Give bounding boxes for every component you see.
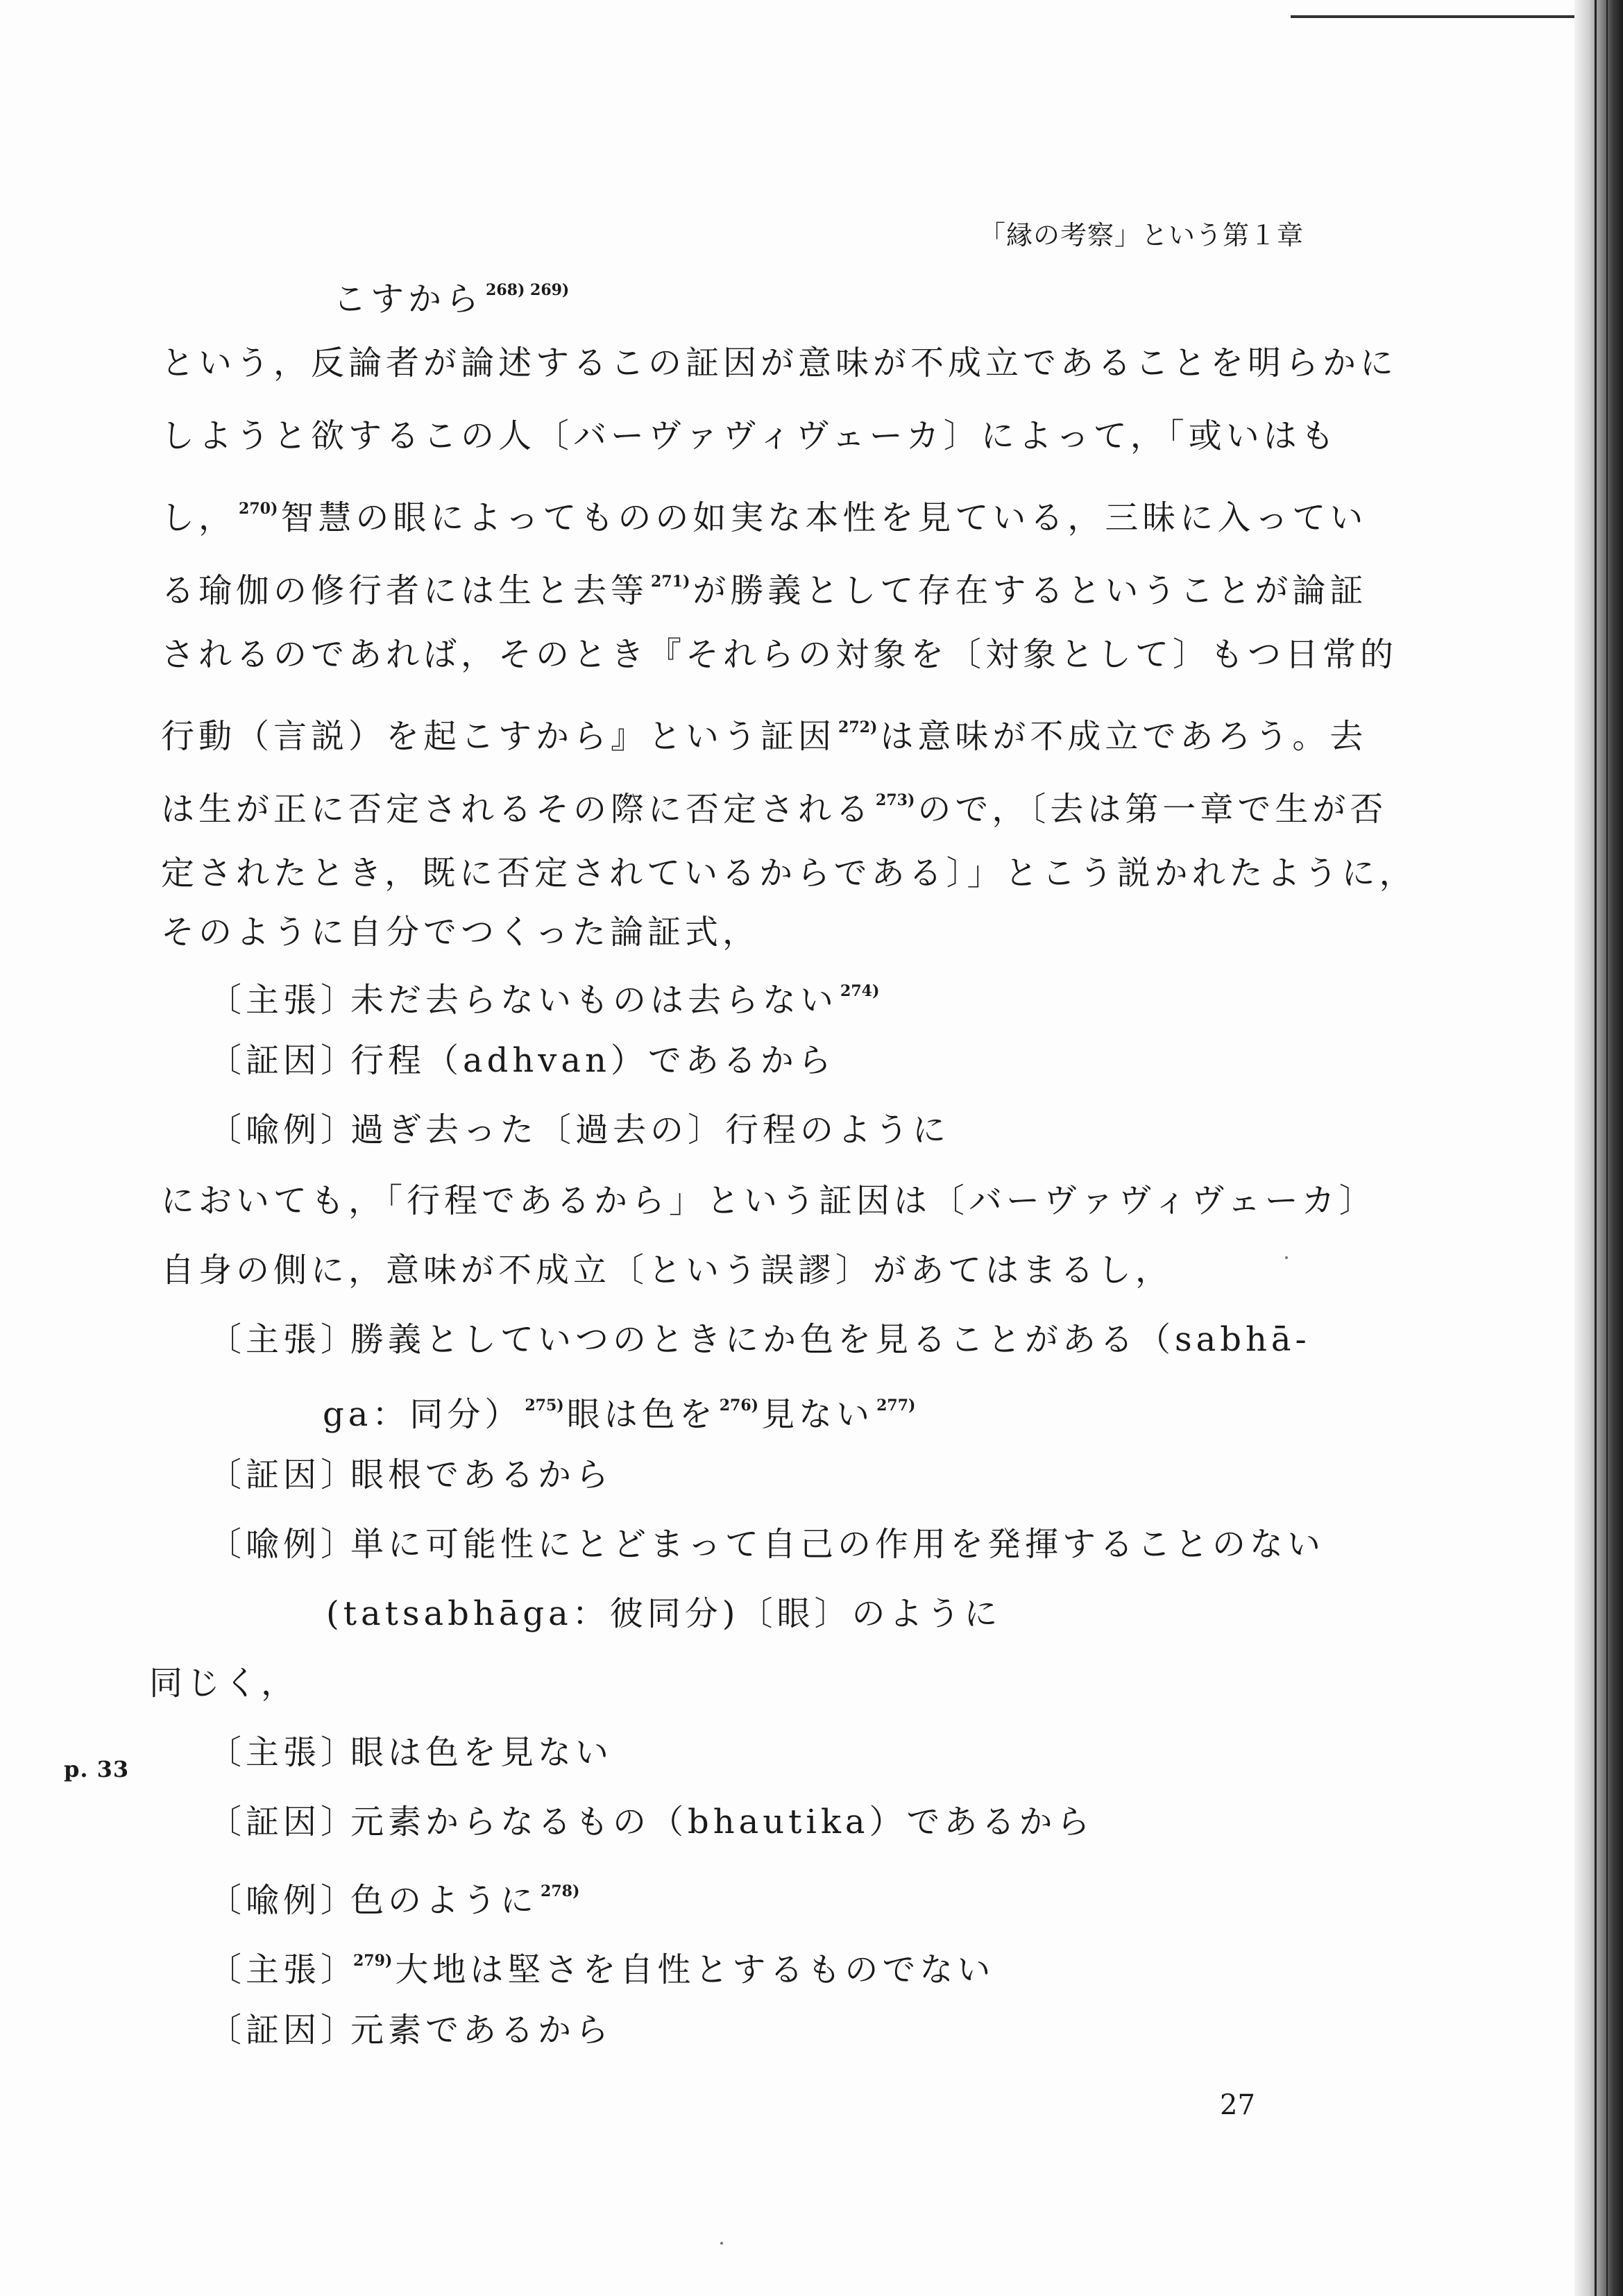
syllogism-reason: 〔証因〕元素からなるもの（bhautika）であるから xyxy=(208,1803,1094,1841)
syllogism-reason: 〔証因〕行程（adhvan）であるから xyxy=(208,1041,835,1080)
spine-line xyxy=(1606,0,1608,2296)
running-head: 「縁の考察」という第１章 xyxy=(978,220,1304,251)
text-line: は生が正に否定されるその際に否定される $^{273)}$ので，〔去は第一章で生が否 xyxy=(161,790,1388,829)
syllogism-thesis: 〔主張〕未だ去らないものは去らない $^{274)}$ xyxy=(208,981,880,1020)
text-line: においても，「行程であるから」という証因は〔バーヴァヴィヴェーカ〕 xyxy=(161,1181,1377,1220)
syllogism-thesis-continued: ga：同分） $^{275)}$眼は色を $^{276)}$見ない $^{277)}$ xyxy=(323,1395,916,1434)
syllogism-thesis: 〔主張〕眼は色を見ない xyxy=(208,1733,613,1772)
spine-line xyxy=(1595,0,1597,2296)
text-line: 同じく， xyxy=(149,1664,299,1703)
syllogism-reason: 〔証因〕眼根であるから xyxy=(208,1455,613,1494)
text-line: そのように自分でつくった論証式， xyxy=(161,913,760,952)
text-line: 定されたとき，既に否定されているからである〕」とこう説かれたように， xyxy=(161,854,1417,893)
text-line: という，反論者が論述するこの証因が意味が不成立であることを明らかに xyxy=(161,344,1398,382)
text-line: されるのであれば，そのとき『それらの対象を〔対象として〕もつ日常的 xyxy=(161,635,1398,674)
syllogism-thesis: 〔主張〕勝義としていつのときにか色を見ることがある（sabhā- xyxy=(208,1320,1311,1359)
scan-speck xyxy=(1285,1256,1288,1259)
page-number: 27 xyxy=(1220,2089,1255,2121)
text-line: し， $^{270)}$智慧の眼によってものの如実な本性を見ている，三昧に入ってい xyxy=(161,498,1368,537)
text-line: る瑜伽の修行者には生と去等 $^{271)}$が勝義として存在するということが論証 xyxy=(161,571,1368,610)
syllogism-thesis: 〔主張〕$^{279)}$大地は堅さを自性とするものでない xyxy=(208,1950,995,1989)
book-spine-shadow xyxy=(1574,0,1623,2296)
syllogism-reason: 〔証因〕元素であるから xyxy=(208,2011,613,2050)
syllogism-example: 〔喩例〕過ぎ去った〔過去の〕行程のように xyxy=(208,1111,951,1149)
text-line: 行動（言説）を起こすから』という証因 $^{272)}$は意味が不成立であろう。去 xyxy=(161,717,1368,756)
page-reference: p. 33 xyxy=(64,1756,130,1782)
text-line: しようと欲するこの人〔バーヴァヴィヴェーカ〕によって，「或いはも xyxy=(161,416,1339,455)
text-line: こすから $^{268) 269)}$ xyxy=(333,280,570,319)
syllogism-example: 〔喩例〕色のように $^{278)}$ xyxy=(208,1881,580,1920)
syllogism-example: 〔喩例〕単に可能性にとどまって自己の作用を発揮することのない xyxy=(208,1525,1325,1564)
top-rule xyxy=(1291,15,1582,18)
syllogism-example-continued: (tatsabhāga：彼同分)〔眼〕のように xyxy=(326,1594,1002,1633)
text-line: 自身の側に，意味が不成立〔という誤謬〕があてはまるし， xyxy=(161,1251,1173,1290)
scan-speck xyxy=(720,2242,723,2245)
